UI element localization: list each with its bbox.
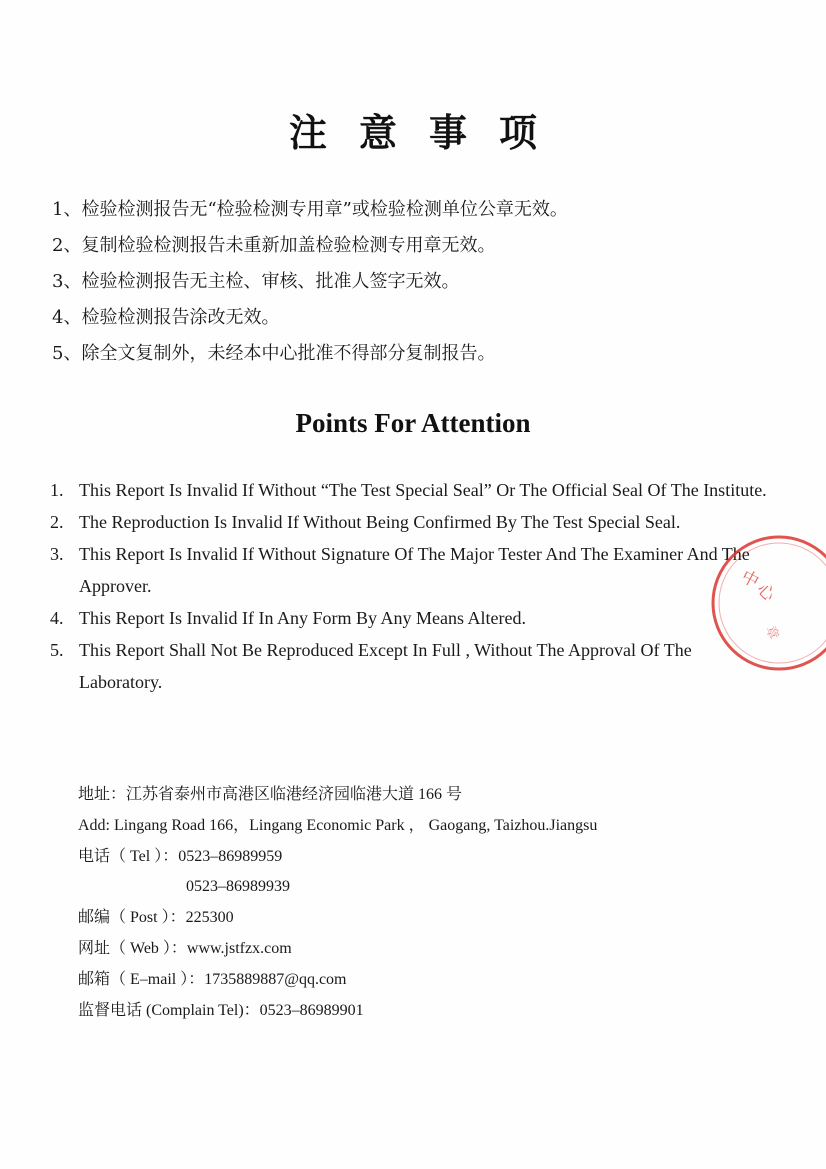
notice-number: 5. — [50, 640, 64, 660]
notice-number: 2. — [50, 512, 64, 532]
svg-text:章: 章 — [762, 624, 781, 642]
email: 邮箱（ E–mail ）：1735889887@qq.com — [78, 970, 347, 988]
notice-text: This Report Is Invalid If Without “The Test Special Seal” Or The Official Seal Of The Institute. — [79, 480, 767, 500]
notice-item-cn-1: 1、检验检测报告无“检验检测专用章”或检验检测单位公章无效。 — [52, 199, 568, 220]
notice-text: This Report Is Invalid If In Any Form By Any Means Altered. — [79, 608, 526, 628]
address-en: Add: Lingang Road 166，Lingang Economic Park ， Gaogang, Taizhou.Jiangsu — [78, 816, 598, 834]
notice-item-en-1 — [50, 474, 774, 506]
notice-item-cn-2: 2、复制检验检测报告未重新加盖检验检测专用章无效。 — [52, 235, 496, 256]
address-cn: 地址：江苏省泰州市高港区临港经济园临港大道 166 号 — [78, 786, 463, 803]
complaint-telephone: 监督电话 (Complain Tel)：0523–86989901 — [78, 1001, 364, 1019]
notice-list-cn — [52, 192, 792, 372]
postcode: 邮编（ Post ）：225300 — [78, 909, 234, 927]
page-title-en: Points For Attention — [295, 408, 531, 438]
notice-number: 1. — [50, 480, 64, 500]
contact-info — [78, 780, 778, 1026]
notice-item-en-2 — [50, 506, 774, 538]
notice-number: 4. — [50, 608, 64, 628]
notice-list-en — [50, 474, 774, 698]
telephone: 电话（ Tel ）：0523–86989959 — [78, 847, 283, 865]
notice-text: This Report Is Invalid If Without Signature Of The Major Tester And The Examiner And The Approver. — [79, 544, 750, 596]
notice-number: 3. — [50, 544, 64, 564]
svg-text:心: 心 — [752, 579, 779, 606]
official-seal-stamp — [704, 528, 826, 678]
notice-item-cn-3: 3、检验检测报告无主检、审核、批准人签字无效。 — [52, 271, 460, 292]
notice-item-en-5 — [50, 634, 774, 698]
website: 网址（ Web ）：www.jstfzx.com — [78, 939, 292, 957]
svg-text:中: 中 — [737, 566, 763, 593]
page-title-cn: 注意事项 — [288, 111, 569, 155]
notice-item-cn-5: 5、除全文复制外，未经本中心批准不得部分复制报告。 — [52, 343, 496, 364]
notice-text: This Report Shall Not Be Reproduced Except In Full , Without The Approval Of The Laboratory. — [79, 640, 692, 692]
notice-text: The Reproduction Is Invalid If Without Being Confirmed By The Test Special Seal. — [79, 512, 681, 532]
notice-item-en-3 — [50, 538, 774, 602]
notice-item-cn-4: 4、检验检测报告涂改无效。 — [52, 307, 280, 328]
telephone-secondary: 0523–86989939 — [186, 878, 290, 896]
notice-item-en-4 — [50, 602, 774, 634]
